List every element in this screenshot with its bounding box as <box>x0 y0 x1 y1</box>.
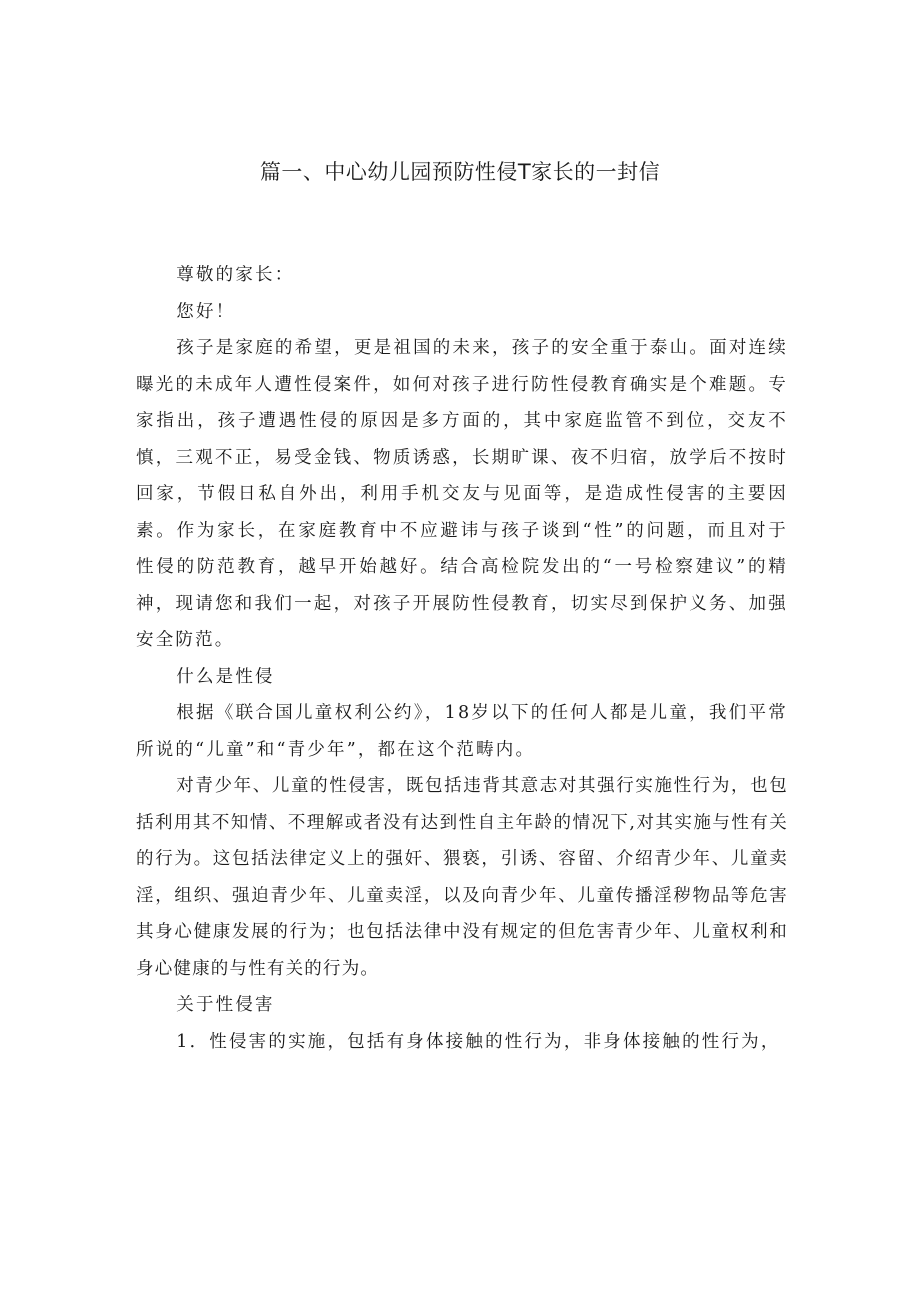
scope-paragraph: 对青少年、儿童的性侵害，既包括违背其意志对其强行实施性行为，也包括利用其不知情、不理解或者没有达到性自主年龄的情况下,对其实施与性有关的行为。这包括法律定义上的强奸、猥亵，引诱、容留、介绍青少年、儿童卖淫，组织、强迫青少年、儿童卖淫，以及向青少年、儿童传播淫秽物品等危害其身心健康发展的行为；也包括法律中没有规定的但危害青少年、儿童权利和身心健康的与性有关的行为。 <box>136 776 788 979</box>
section-heading-what-is: 什么是性侵 <box>176 666 275 687</box>
definition-paragraph: 根据《联合国儿童权利公约》，18岁以下的任何人都是儿童，我们平常所说的“儿童”和“青少年”，都在这个范畴内。 <box>136 703 788 760</box>
document-title: 篇一、中心幼儿园预防性侵T家长的一封信 <box>259 160 661 184</box>
intro-paragraph: 孩子是家庭的希望，更是祖国的未来，孩子的安全重于泰山。面对连续曝光的未成年人遭性侵案件，如何对孩子进行防性侵教育确实是个难题。专家指出，孩子遭遇性侵的原因是多方面的，其中家庭监管不到位，交友不慎，三观不正，易受金钱、物质诱惑，长期旷课、夜不归宿，放学后不按时回家，节假日私自外出，利用手机交友与见面等，是造成性侵害的主要因素。作为家长，在家庭教育中不应避讳与孩子谈到“性”的问题，而且对于性侵的防范教育，越早开始越好。结合高检院发出的“一号检察建议”的精神，现请您和我们一起，对孩子开展防性侵教育，切实尽到保护义务、加强安全防范。 <box>136 338 788 650</box>
list-item-1: 1．性侵害的实施，包括有身体接触的性行为，非身体接触的性行为， <box>176 1031 781 1052</box>
document-body <box>136 257 788 1060</box>
greeting: 您好！ <box>176 301 236 322</box>
section-heading-about: 关于性侵害 <box>176 995 275 1015</box>
salutation: 尊敬的家长： <box>176 265 295 285</box>
